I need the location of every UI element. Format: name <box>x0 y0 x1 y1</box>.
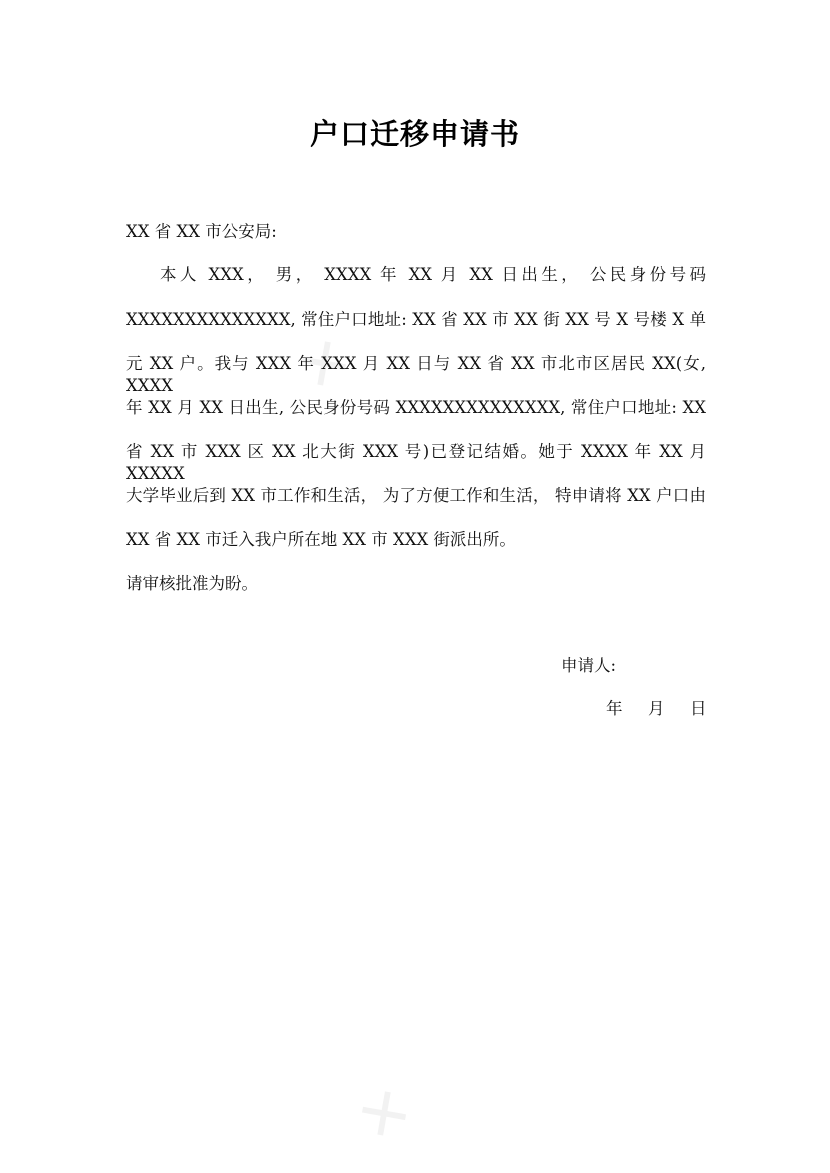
body-line: XX 省 XX 市迁入我户所在地 XX 市 XXX 街派出所。 <box>126 530 516 549</box>
body-line: 年 XX 月 XX 日出生, 公民身份号码 XXXXXXXXXXXXXX, 常住户口地址: XX <box>126 398 706 417</box>
body-line: 元 XX 户。我与 XXX 年 XXX 月 XX 日与 XX 省 XX 市北市区居民 XX(女, XXXX <box>126 354 706 395</box>
watermark: ✕ <box>344 1071 426 1159</box>
signature-date <box>598 698 708 720</box>
year-label: 年 <box>606 699 623 718</box>
watermark: ✕ <box>284 321 366 409</box>
body-line: 省 XX 市 XXX 区 XX 北大街 XXX 号)已登记结婚。她于 XXXX 年 XX 月 XXXXX <box>126 442 706 483</box>
body-line: XXXXXXXXXXXXXX, 常住户口地址: XX 省 XX 市 XX 街 XX 号 X 号楼 X 单 <box>126 310 706 329</box>
body-line: 本人 XXX， 男， XXXX 年 XX 月 XX 日出生， 公民身份号码 <box>160 265 706 284</box>
day-label: 日 <box>690 699 707 718</box>
closing-line: 请审核批准为盼。 <box>126 574 258 593</box>
addressee: XX 省 XX 市公安局: <box>126 222 277 241</box>
body-line: 大学毕业后到 XX 市工作和生活， 为了方便工作和生活， 特申请将 XX 户口由 <box>126 486 706 505</box>
month-label: 月 <box>648 699 665 718</box>
document-title: 户口迁移申请书 <box>309 117 520 151</box>
applicant-label: 申请人: <box>561 656 617 675</box>
